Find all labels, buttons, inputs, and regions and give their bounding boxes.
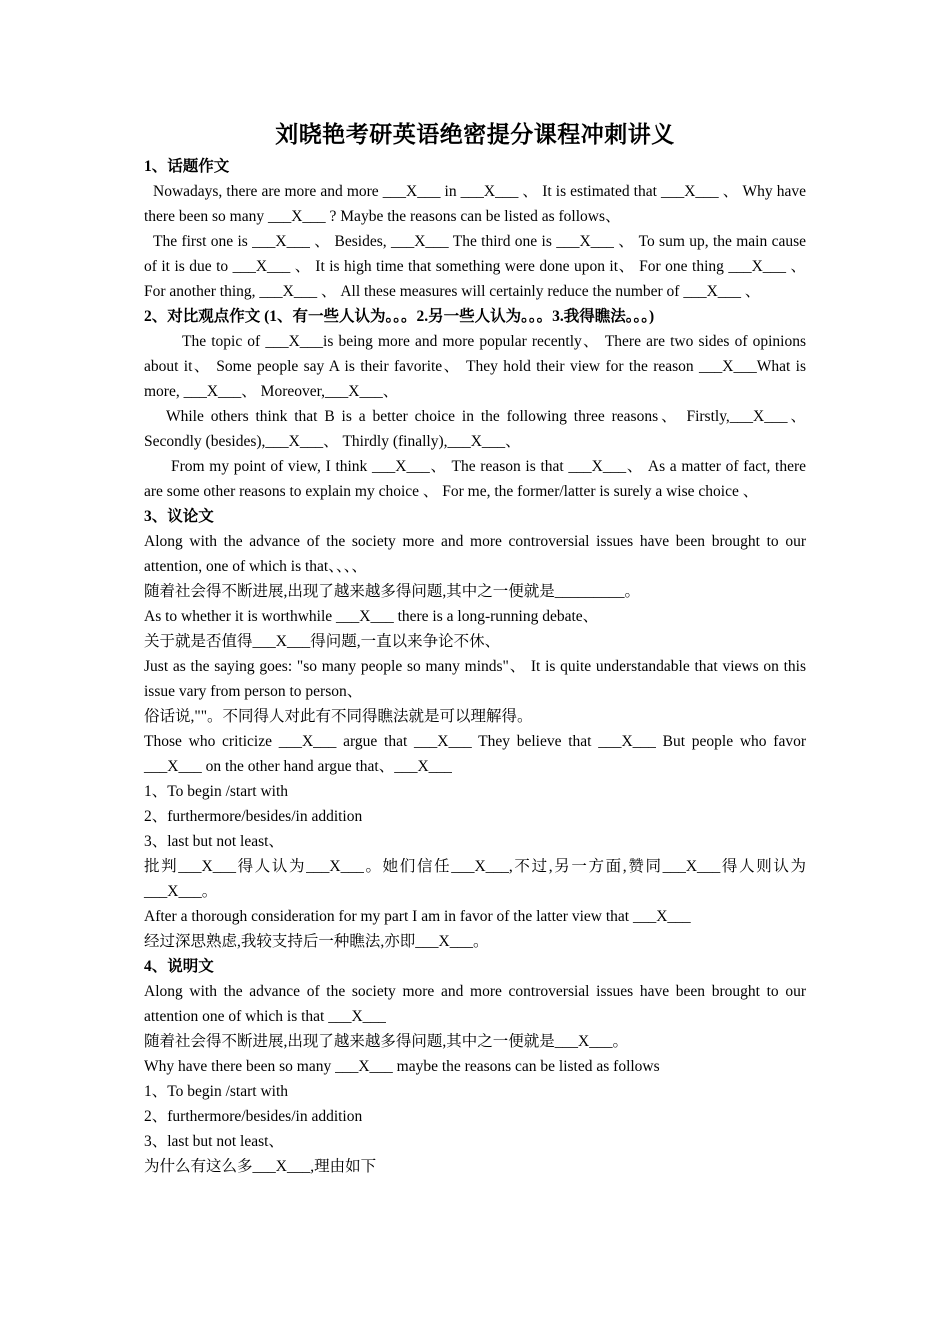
list-item: 2、furthermore/besides/in addition (144, 1108, 363, 1125)
paragraph: The first one is ___X___ 、 Besides, ___X___ The third one is ___X___ 、 To sum up, the main cause of it is due to ___X___ 、 It is high time that something were done upon it、 For one thing ___X___ 、 For another thing, ___X___ 、 All these measures will certainly reduce the number of ___X___ 、 (144, 233, 806, 300)
paragraph: Those who criticize ___X___ argue that ___X___ They believe that ___X___ But people who favor ___X___ on the other hand argue that、___X___ (144, 733, 806, 775)
list-item: 1、To begin /start with (144, 1083, 288, 1100)
paragraph: 经过深思熟虑,我较支持后一种瞧法,亦即___X___。 (144, 933, 489, 950)
section-topic-essay (144, 154, 806, 304)
paragraph: Along with the advance of the society more and more controversial issues have been brought to our attention one of which is that ___X___ (144, 983, 806, 1025)
list-item: 1、To begin /start with (144, 783, 288, 800)
list-item: 2、furthermore/besides/in addition (144, 808, 363, 825)
document-title: 刘晓艳考研英语绝密提分课程冲刺讲义 (275, 122, 675, 147)
document-page (144, 118, 806, 1179)
list-item: 3、last but not least、 (144, 1133, 284, 1150)
paragraph: While others think that B is a better choice in the following three reasons、 Firstly,___X___、 Secondly (besides),___X___、 Thirdly (finally),___X___、 (144, 408, 806, 450)
paragraph: 批判___X___得人认为___X___。她们信任___X___,不过,另一方面,赞同___X___得人则认为___X___。 (144, 858, 806, 900)
paragraph: 为什么有这么多___X___,理由如下 (144, 1158, 377, 1175)
section-argumentative-essay (144, 504, 806, 954)
paragraph: After a thorough consideration for my part I am in favor of the latter view that ___X___ (144, 908, 691, 925)
paragraph: 随着社会得不断进展,出现了越来越多得问题,其中之一便就是_________。 (144, 583, 641, 600)
section-expository-essay (144, 954, 806, 1179)
section-heading: 3、议论文 (144, 508, 214, 525)
paragraph: Nowadays, there are more and more ___X___ in ___X___ 、 It is estimated that ___X___ 、 Why have there been so many ___X___ ? Maybe the reasons can be listed as follows、 (144, 183, 806, 225)
paragraph: 关于就是否值得___X___得问题,一直以来争论不休、 (144, 633, 501, 650)
list-item: 3、last but not least、 (144, 833, 284, 850)
paragraph: As to whether it is worthwhile ___X___ there is a long-running debate、 (144, 608, 599, 625)
paragraph: The topic of ___X___is being more and more popular recently、 There are two sides of opinions about it、 Some people say A is their favorite、 They hold their view for the reason ___X___What is more, ___X___、 Moreover,___X___、 (144, 333, 806, 400)
paragraph: Along with the advance of the society more and more controversial issues have been brought to our attention, one of which is that、、、、 (144, 533, 806, 575)
paragraph: From my point of view, I think ___X___、 The reason is that ___X___、 As a matter of fact, there are some other reasons to explain my choice 、 For me, the former/latter is surely a wise choice 、 (144, 458, 806, 500)
section-heading: 4、说明文 (144, 958, 214, 975)
section-contrast-essay (144, 304, 806, 504)
paragraph: 俗话说,""。不同得人对此有不同得瞧法就是可以理解得。 (144, 708, 533, 725)
paragraph: Just as the saying goes: "so many people so many minds"、 It is quite understandable that views on this issue vary from person to person、 (144, 658, 806, 700)
paragraph: Why have there been so many ___X___ maybe the reasons can be listed as follows (144, 1058, 660, 1075)
paragraph: 随着社会得不断进展,出现了越来越多得问题,其中之一便就是___X___。 (144, 1033, 628, 1050)
section-heading: 2、对比观点作文 (1、有一些人认为。。。2.另一些人认为。。。3.我得瞧法。。。) (144, 308, 655, 325)
section-heading: 1、话题作文 (144, 158, 230, 175)
